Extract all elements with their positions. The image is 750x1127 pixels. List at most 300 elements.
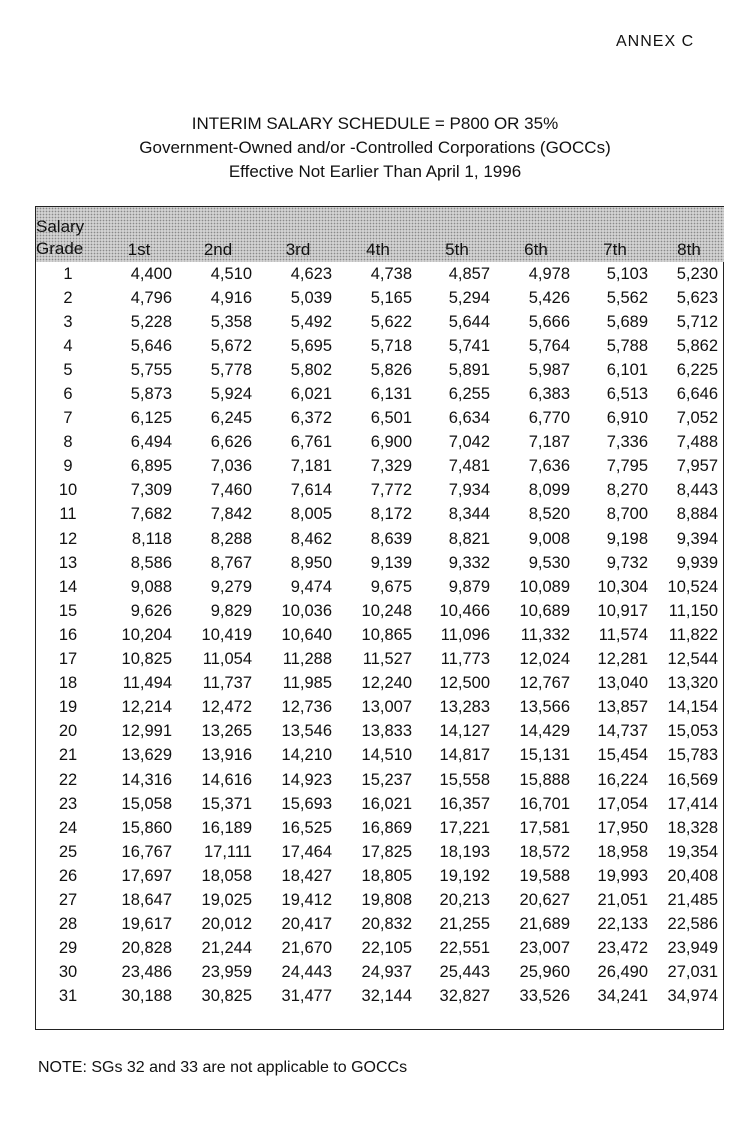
salary-cell: 8,586: [130, 553, 172, 572]
salary-cell: 9,675: [370, 577, 412, 596]
salary-cell: 19,192: [439, 866, 490, 885]
salary-cell: 5,826: [370, 360, 412, 379]
salary-cell: 24,443: [281, 963, 332, 982]
grade-cell: 12: [58, 529, 78, 548]
salary-cell: 18,647: [121, 890, 172, 909]
salary-cell: 13,283: [439, 698, 490, 717]
salary-cell: 9,394: [676, 529, 718, 548]
table-row: [36, 913, 724, 937]
salary-cell: 4,400: [130, 264, 172, 283]
salary-cell: 10,466: [439, 601, 490, 620]
salary-cell: 30,188: [121, 987, 172, 1006]
salary-cell: 8,700: [606, 505, 648, 524]
table-row: [36, 648, 724, 672]
salary-cell: 33,526: [519, 987, 570, 1006]
table-row: [36, 382, 724, 406]
salary-cell: 11,822: [668, 625, 718, 644]
salary-cell: 26,490: [597, 963, 648, 982]
salary-cell: 5,358: [210, 312, 252, 331]
salary-cell: 9,530: [528, 553, 570, 572]
salary-cell: 12,214: [121, 698, 172, 717]
table-row: [36, 455, 724, 479]
salary-cell: 34,241: [597, 987, 648, 1006]
salary-cell: 12,736: [281, 698, 332, 717]
salary-cell: 18,193: [439, 842, 490, 861]
salary-cell: 21,051: [597, 890, 648, 909]
salary-cell: 21,689: [519, 915, 570, 934]
salary-cell: 10,689: [519, 601, 570, 620]
salary-cell: 20,213: [439, 890, 490, 909]
salary-cell: 23,949: [667, 939, 718, 958]
grade-cell: 27: [58, 890, 78, 909]
salary-cell: 17,054: [597, 794, 648, 813]
salary-cell: 22,586: [667, 915, 718, 934]
salary-cell: 5,672: [210, 336, 252, 355]
salary-cell: 15,888: [519, 770, 570, 789]
salary-cell: 8,118: [131, 529, 172, 548]
salary-cell: 17,221: [439, 818, 490, 837]
salary-cell: 5,987: [528, 360, 570, 379]
salary-cell: 6,225: [676, 360, 718, 379]
salary-cell: 15,371: [201, 794, 252, 813]
step-header: 2nd: [203, 240, 233, 259]
salary-cell: 5,778: [210, 360, 252, 379]
salary-grade-header-line2: Grade: [36, 239, 84, 258]
salary-cell: 13,320: [667, 674, 718, 693]
table-row: [36, 864, 724, 888]
table-row: [36, 503, 724, 527]
salary-cell: 32,144: [361, 987, 412, 1006]
grade-cell: 3: [63, 312, 73, 331]
salary-grade-header: [36, 207, 100, 262]
salary-cell: 22,105: [361, 939, 412, 958]
salary-cell: 8,821: [448, 529, 490, 548]
salary-cell: 8,344: [448, 505, 490, 524]
salary-cell: 10,036: [281, 601, 332, 620]
salary-cell: 6,626: [210, 433, 252, 452]
table-row: [36, 696, 724, 720]
table-row: [36, 262, 724, 286]
grade-cell: 8: [63, 433, 73, 452]
salary-cell: 9,732: [606, 553, 648, 572]
salary-cell: 18,058: [201, 866, 252, 885]
table-header-row: [36, 207, 724, 262]
salary-cell: 7,036: [210, 457, 252, 476]
grade-cell: 6: [63, 385, 73, 404]
salary-cell: 20,408: [667, 866, 718, 885]
salary-cell: 27,031: [667, 963, 718, 982]
grade-cell: 18: [58, 674, 78, 693]
table-row: [36, 310, 724, 334]
salary-cell: 5,802: [290, 360, 332, 379]
salary-cell: 19,025: [201, 890, 252, 909]
salary-cell: 10,825: [121, 650, 172, 669]
salary-cell: 4,857: [448, 264, 490, 283]
salary-cell: 6,372: [290, 409, 332, 428]
salary-cell: 4,510: [210, 264, 252, 283]
salary-cell: 7,636: [528, 457, 570, 476]
salary-cell: 23,486: [121, 963, 172, 982]
salary-cell: 5,712: [676, 312, 718, 331]
grade-cell: 25: [58, 842, 78, 861]
salary-cell: 17,950: [597, 818, 648, 837]
salary-cell: 13,857: [597, 698, 648, 717]
grade-cell: 31: [58, 987, 78, 1006]
salary-cell: 8,099: [528, 481, 570, 500]
salary-cell: 15,693: [281, 794, 332, 813]
salary-cell: 7,052: [676, 409, 718, 428]
grade-cell: 14: [58, 577, 78, 596]
salary-cell: 5,623: [676, 288, 718, 307]
salary-cell: 11,150: [668, 601, 718, 620]
salary-cell: 7,488: [676, 433, 718, 452]
salary-cell: 8,270: [606, 481, 648, 500]
salary-cell: 16,869: [361, 818, 412, 837]
salary-cell: 14,316: [121, 770, 172, 789]
salary-cell: 6,131: [370, 385, 412, 404]
salary-cell: 23,959: [201, 963, 252, 982]
step-header: 7th: [603, 240, 627, 259]
salary-cell: 15,783: [667, 746, 718, 765]
salary-cell: 5,695: [290, 336, 332, 355]
salary-cell: 6,900: [370, 433, 412, 452]
salary-cell: 5,492: [290, 312, 332, 331]
salary-cell: 9,198: [606, 529, 648, 548]
grade-cell: 29: [58, 939, 78, 958]
grade-cell: 15: [58, 601, 78, 620]
salary-cell: 15,053: [667, 722, 718, 741]
salary-cell: 7,772: [370, 481, 412, 500]
salary-cell: 18,958: [597, 842, 648, 861]
table-row: [36, 407, 724, 431]
table-row: [36, 792, 724, 816]
salary-cell: 14,429: [519, 722, 570, 741]
salary-cell: 21,670: [281, 939, 332, 958]
salary-cell: 12,240: [361, 674, 412, 693]
salary-cell: 7,181: [290, 457, 332, 476]
grade-cell: 22: [58, 770, 78, 789]
grade-cell: 26: [58, 866, 78, 885]
table-row: [36, 840, 724, 864]
salary-cell: 7,481: [448, 457, 490, 476]
salary-cell: 32,827: [439, 987, 490, 1006]
step-header: 3rd: [285, 240, 311, 259]
table-row: [36, 672, 724, 696]
salary-cell: 17,697: [121, 866, 172, 885]
salary-cell: 8,884: [676, 505, 718, 524]
salary-cell: 13,566: [519, 698, 570, 717]
salary-cell: 16,525: [281, 818, 332, 837]
salary-cell: 16,189: [201, 818, 252, 837]
grade-cell: 17: [58, 650, 78, 669]
salary-cell: 11,054: [202, 650, 252, 669]
salary-cell: 6,255: [448, 385, 490, 404]
salary-cell: 11,737: [202, 674, 252, 693]
salary-cell: 5,622: [370, 312, 412, 331]
grade-cell: 1: [63, 264, 73, 283]
salary-cell: 9,139: [370, 553, 412, 572]
salary-cell: 6,245: [210, 409, 252, 428]
salary-table-frame: [35, 206, 724, 1030]
salary-cell: 7,957: [676, 457, 718, 476]
salary-cell: 15,131: [519, 746, 570, 765]
salary-cell: 7,042: [448, 433, 490, 452]
salary-cell: 13,040: [597, 674, 648, 693]
salary-cell: 15,558: [439, 770, 490, 789]
table-row: [36, 937, 724, 961]
salary-grade-header-line1: Salary: [36, 217, 85, 236]
table-row: [36, 358, 724, 382]
salary-cell: 34,974: [667, 987, 718, 1006]
salary-cell: 17,464: [281, 842, 332, 861]
salary-cell: 19,617: [121, 915, 172, 934]
salary-cell: 14,127: [439, 722, 490, 741]
salary-cell: 7,682: [130, 505, 172, 524]
grade-cell: 24: [58, 818, 78, 837]
salary-cell: 15,454: [597, 746, 648, 765]
salary-cell: 19,993: [597, 866, 648, 885]
table-row: [36, 961, 724, 985]
salary-cell: 30,825: [201, 987, 252, 1006]
salary-cell: 5,103: [606, 264, 648, 283]
salary-cell: 6,910: [606, 409, 648, 428]
salary-cell: 6,125: [130, 409, 172, 428]
salary-cell: 25,960: [519, 963, 570, 982]
salary-cell: 7,336: [606, 433, 648, 452]
salary-cell: 6,501: [370, 409, 412, 428]
salary-cell: 5,741: [448, 336, 490, 355]
step-header: 4th: [366, 240, 390, 259]
grade-cell: 13: [58, 553, 78, 572]
salary-cell: 8,520: [528, 505, 570, 524]
salary-cell: 10,089: [519, 577, 570, 596]
salary-table: [36, 207, 724, 1009]
salary-cell: 7,187: [528, 433, 570, 452]
salary-cell: 13,629: [121, 746, 172, 765]
grade-cell: 9: [63, 457, 73, 476]
salary-cell: 17,825: [361, 842, 412, 861]
salary-cell: 12,500: [439, 674, 490, 693]
salary-cell: 11,773: [440, 650, 490, 669]
table-row: [36, 551, 724, 575]
salary-cell: 5,562: [606, 288, 648, 307]
table-row: [36, 985, 724, 1009]
salary-cell: 7,934: [448, 481, 490, 500]
salary-cell: 5,644: [448, 312, 490, 331]
table-row: [36, 575, 724, 599]
salary-cell: 7,795: [606, 457, 648, 476]
table-row: [36, 816, 724, 840]
table-row: [36, 286, 724, 310]
salary-cell: 5,230: [676, 264, 718, 283]
salary-cell: 5,426: [528, 288, 570, 307]
salary-cell: 6,101: [606, 360, 648, 379]
salary-cell: 8,462: [290, 529, 332, 548]
salary-cell: 11,332: [520, 625, 570, 644]
salary-cell: 19,354: [667, 842, 718, 861]
salary-cell: 12,472: [201, 698, 252, 717]
salary-cell: 18,427: [281, 866, 332, 885]
salary-cell: 9,939: [676, 553, 718, 572]
salary-cell: 7,460: [210, 481, 252, 500]
salary-cell: 16,224: [597, 770, 648, 789]
salary-cell: 12,991: [121, 722, 172, 741]
salary-cell: 4,796: [130, 288, 172, 307]
salary-cell: 11,096: [440, 625, 490, 644]
salary-cell: 23,472: [597, 939, 648, 958]
grade-cell: 2: [63, 288, 73, 307]
salary-cell: 6,494: [130, 433, 172, 452]
step-header: 8th: [677, 240, 701, 259]
salary-cell: 9,474: [290, 577, 332, 596]
salary-cell: 6,770: [528, 409, 570, 428]
salary-cell: 16,357: [439, 794, 490, 813]
salary-cell: 7,309: [130, 481, 172, 500]
salary-cell: 10,865: [361, 625, 412, 644]
salary-cell: 6,021: [290, 385, 332, 404]
effective-date: Effective Not Earlier Than April 1, 1996: [228, 162, 522, 181]
salary-cell: 17,414: [667, 794, 718, 813]
salary-cell: 5,764: [528, 336, 570, 355]
salary-cell: 9,626: [130, 601, 172, 620]
salary-cell: 4,978: [528, 264, 570, 283]
salary-cell: 5,689: [606, 312, 648, 331]
grade-cell: 23: [58, 794, 78, 813]
salary-cell: 7,329: [370, 457, 412, 476]
salary-cell: 19,588: [519, 866, 570, 885]
table-row: [36, 623, 724, 647]
salary-cell: 12,024: [519, 650, 570, 669]
table-row: [36, 599, 724, 623]
salary-cell: 5,666: [528, 312, 570, 331]
table-row: [36, 334, 724, 358]
salary-cell: 4,623: [290, 264, 332, 283]
salary-cell: 14,923: [281, 770, 332, 789]
salary-cell: 16,569: [667, 770, 718, 789]
salary-cell: 21,485: [667, 890, 718, 909]
salary-cell: 10,248: [361, 601, 412, 620]
salary-cell: 14,210: [281, 746, 332, 765]
salary-cell: 9,088: [130, 577, 172, 596]
salary-cell: 5,891: [448, 360, 490, 379]
salary-cell: 5,718: [370, 336, 412, 355]
salary-cell: 6,513: [606, 385, 648, 404]
salary-cell: 4,738: [370, 264, 412, 283]
salary-cell: 10,304: [597, 577, 648, 596]
salary-cell: 7,614: [290, 481, 332, 500]
salary-cell: 14,510: [361, 746, 412, 765]
salary-cell: 14,817: [439, 746, 490, 765]
table-row: [36, 479, 724, 503]
salary-cell: 5,924: [210, 385, 252, 404]
salary-cell: 9,279: [210, 577, 252, 596]
grade-cell: 28: [58, 915, 78, 934]
table-row: [36, 431, 724, 455]
salary-cell: 8,288: [210, 529, 252, 548]
salary-cell: 14,616: [201, 770, 252, 789]
salary-cell: 5,755: [130, 360, 172, 379]
salary-cell: 20,828: [121, 939, 172, 958]
salary-cell: 5,294: [448, 288, 490, 307]
salary-cell: 22,133: [597, 915, 648, 934]
salary-cell: 9,879: [448, 577, 490, 596]
table-body: [36, 262, 724, 1009]
step-header: 1st: [127, 240, 151, 259]
salary-cell: 10,419: [201, 625, 252, 644]
salary-cell: 12,767: [519, 674, 570, 693]
grade-cell: 19: [58, 698, 78, 717]
salary-cell: 16,021: [361, 794, 412, 813]
schedule-subtitle: Government-Owned and/or -Controlled Corporations (GOCCs): [139, 138, 611, 157]
grade-cell: 16: [58, 625, 78, 644]
salary-cell: 5,788: [606, 336, 648, 355]
salary-cell: 23,007: [519, 939, 570, 958]
document-titles: [0, 112, 750, 184]
grade-cell: 30: [58, 963, 78, 982]
salary-cell: 15,860: [121, 818, 172, 837]
salary-cell: 17,581: [519, 818, 570, 837]
grade-cell: 5: [63, 360, 73, 379]
salary-cell: 11,288: [282, 650, 332, 669]
salary-cell: 6,646: [676, 385, 718, 404]
salary-cell: 20,417: [281, 915, 332, 934]
salary-cell: 10,524: [667, 577, 718, 596]
salary-cell: 6,895: [130, 457, 172, 476]
salary-cell: 14,737: [597, 722, 648, 741]
salary-cell: 7,842: [210, 505, 252, 524]
salary-cell: 9,829: [210, 601, 252, 620]
salary-cell: 24,937: [361, 963, 412, 982]
salary-cell: 13,833: [361, 722, 412, 741]
salary-cell: 9,008: [528, 529, 570, 548]
salary-cell: 20,012: [201, 915, 252, 934]
salary-cell: 13,546: [281, 722, 332, 741]
grade-cell: 7: [63, 409, 73, 428]
step-header: 6th: [524, 240, 548, 259]
salary-cell: 18,805: [361, 866, 412, 885]
grade-cell: 4: [63, 336, 73, 355]
salary-cell: 5,228: [130, 312, 172, 331]
salary-cell: 10,640: [281, 625, 332, 644]
salary-cell: 18,328: [667, 818, 718, 837]
salary-cell: 8,443: [676, 481, 718, 500]
table-row: [36, 768, 724, 792]
salary-cell: 10,204: [121, 625, 172, 644]
salary-cell: 5,862: [676, 336, 718, 355]
annex-label: ANNEX C: [616, 33, 695, 50]
table-row: [36, 888, 724, 912]
salary-cell: 15,237: [361, 770, 412, 789]
salary-cell: 5,039: [290, 288, 332, 307]
table-row: [36, 527, 724, 551]
salary-cell: 19,412: [281, 890, 332, 909]
salary-cell: 16,767: [121, 842, 172, 861]
salary-cell: 10,917: [597, 601, 648, 620]
salary-cell: 8,172: [370, 505, 412, 524]
grade-cell: 10: [58, 481, 78, 500]
salary-cell: 18,572: [519, 842, 570, 861]
grade-cell: 20: [58, 722, 78, 741]
salary-cell: 15,058: [121, 794, 172, 813]
table-row: [36, 744, 724, 768]
salary-cell: 22,551: [439, 939, 490, 958]
salary-cell: 5,873: [130, 385, 172, 404]
salary-cell: 11,574: [598, 625, 648, 644]
salary-cell: 20,627: [519, 890, 570, 909]
salary-cell: 20,832: [361, 915, 412, 934]
salary-cell: 8,950: [290, 553, 332, 572]
salary-cell: 4,916: [210, 288, 252, 307]
